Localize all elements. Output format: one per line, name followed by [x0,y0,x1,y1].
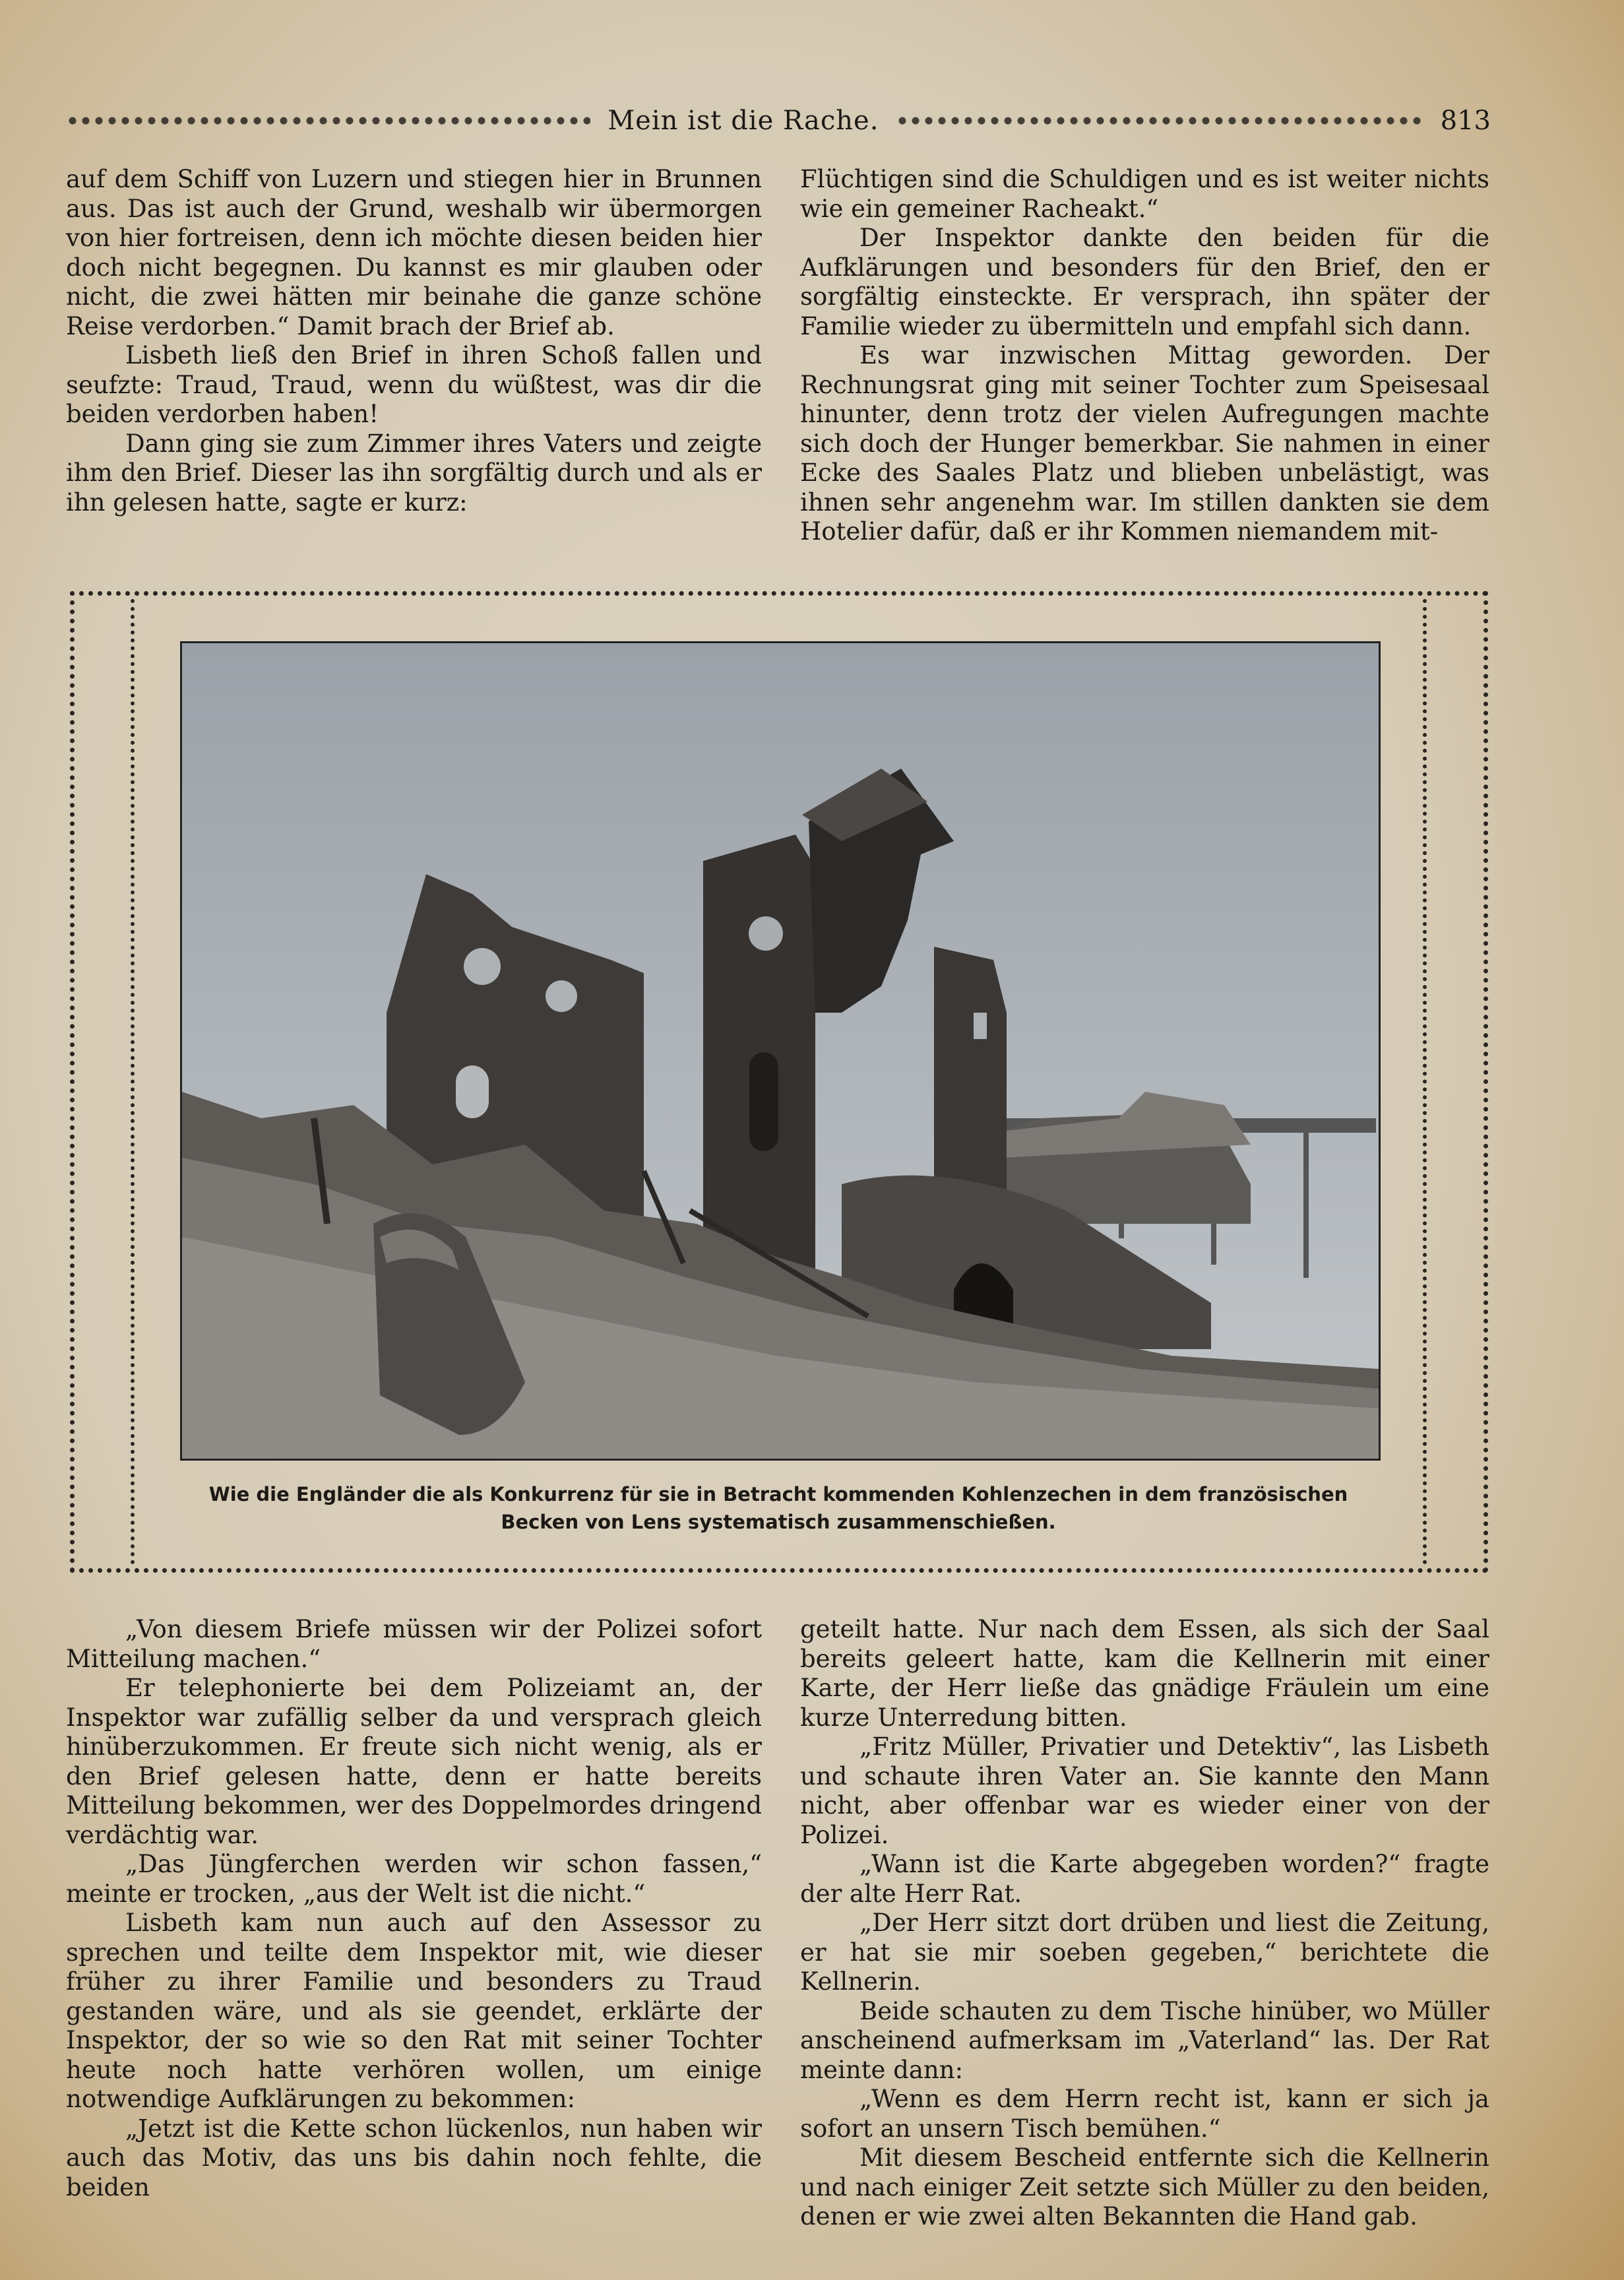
paragraph: Er telephonierte bei dem Polizeiamt an, der Inspektor war zufällig selber da und versprach gleich hinüberzukommen. Er freute sich nicht wenig, als er den Brief gelesen hatte, denn er hatte bereits Mitteilung bekommen, wer des Doppelmordes dringend verdächtig war. [66,1674,762,1849]
column-bottom-right [800,1615,1489,2232]
paragraph: Der Inspektor dankte den beiden für die Aufklärungen und besonders für den Brief, den er sorgfältig einsteckte. Er versprach, ihn später der Familie wieder zu übermitteln und empfahl sich dann. [800,224,1489,340]
paragraph: „Von diesem Briefe müssen wir der Polizei sofort Mitteilung machen.“ [66,1615,762,1673]
column-top-left [66,165,762,517]
paragraph: „Fritz Müller, Privatier und Detektiv“, las Lisbeth und schaute ihren Vater an. Sie kannte den Mann nicht, aber offenbar war es wieder einer von der Polizei. [800,1732,1489,1849]
paragraph: „Der Herr sitzt dort drüben und liest die Zeitung, er hat sie mir soeben gegeben,“ berichtete die Kellnerin. [800,1909,1489,1996]
paragraph: „Wann ist die Karte abgegeben worden?“ fragte der alte Herr Rat. [800,1850,1489,1908]
paragraph: geteilt hatte. Nur nach dem Essen, als sich der Saal bereits geleert hatte, kam die Kellnerin mit einer Karte, der Herr ließe das gnädige Fräulein um eine kurze Unterredung bitten. [800,1615,1489,1732]
paragraph: Dann ging sie zum Zimmer ihres Vaters und zeigte ihm den Brief. Dieser las ihn sorgfältig durch und als er ihn gelesen hatte, sagte er kurz: [66,429,762,517]
caption-line-2: Becken von Lens systematisch zusammenschießen. [501,1511,1056,1533]
paragraph: „Wenn es dem Herrn recht ist, kann er sich ja sofort an unsern Tisch bemühen.“ [800,2085,1489,2143]
paragraph: „Jetzt ist die Kette schon lückenlos, nun haben wir auch das Motiv, das uns bis dahin noch fehlte, die beiden [66,2114,762,2201]
paragraph: Flüchtigen sind die Schuldigen und es ist weiter nichts wie ein gemeiner Racheakt.“ [800,165,1489,223]
caption-line-1: Wie die Engländer die als Konkurrenz für sie in Betracht kommenden Kohlenzechen in dem französischen [208,1483,1348,1505]
figure-caption [158,1480,1398,1536]
paragraph: „Das Jüngferchen werden wir schon fassen,“ meinte er trocken, „aus der Welt ist die nicht.“ [66,1850,762,1908]
paragraph: auf dem Schiff von Luzern und stiegen hier in Brunnen aus. Das ist auch der Grund, weshalb wir übermorgen von hier fortreisen, denn ich möchte diesen beiden hier doch nicht begegnen. Du kannst es mir glauben oder nicht, die zwei hätten mir beinahe die ganze schöne Reise verdorben.“ Damit brach der Brief ab. [66,165,762,340]
paragraph: Mit diesem Bescheid entfernte sich die Kellnerin und nach einiger Zeit setzte sich Müller zu den beiden, denen er wie zwei alten Bekannten die Hand gab. [800,2143,1489,2231]
running-header [66,98,1491,144]
column-bottom-left [66,1615,762,2202]
photo-ruined-colliery [180,641,1381,1461]
paragraph: Lisbeth ließ den Brief in ihren Schoß fallen und seufzte: Traud, Traud, wenn du wüßtest, was dir die beiden verdorben haben! [66,341,762,428]
paragraph: Beide schauten zu dem Tische hinüber, wo Müller anscheinend aufmerksam im „Vaterland“ las. Der Rat meinte dann: [800,1996,1489,2084]
paragraph: Lisbeth kam nun auch auf den Assessor zu sprechen und teilte dem Inspektor mit, wie dieser früher zu ihrer Familie und besonders zu Traud gestanden wäre, und als sie geendet, erklärte der Inspektor, der so wie so den Rat mit seiner Tochter heute noch hatte verhören wollen, um einige notwendige Aufklärungen zu bekommen: [66,1909,762,2113]
page-number: 813 [1440,106,1491,136]
running-title: Mein ist die Rache. [608,106,879,136]
ornament-right [896,113,1420,128]
column-top-right [800,165,1489,547]
paragraph: Es war inzwischen Mittag geworden. Der Rechnungsrat ging mit seiner Tochter zum Speisesaal hinunter, denn trotz der vielen Aufregungen machte sich doch der Hunger bemerkbar. Sie nahmen in einer Ecke des Saales Platz und blieben unbelästigt, was ihnen sehr angenehm war. Im stillen dankten sie dem Hotelier dafür, daß er ihr Kommen niemandem mit- [800,341,1489,546]
ornament-left [66,113,590,128]
